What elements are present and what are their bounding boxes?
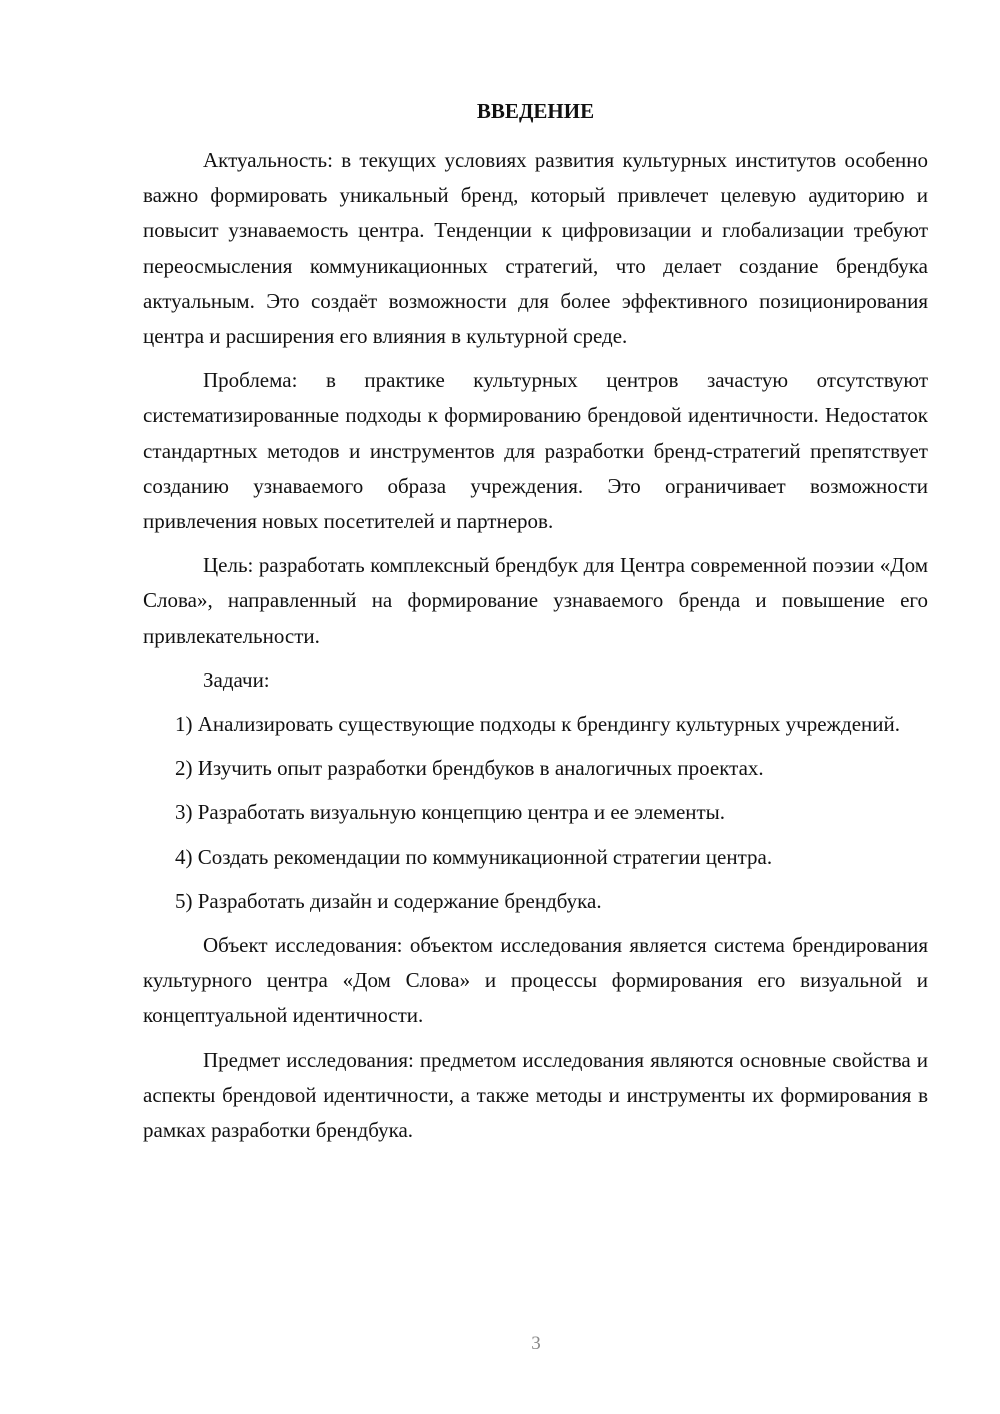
- task-item: 2) Изучить опыт разработки брендбуков в аналогичных проектах.: [175, 756, 764, 781]
- task-item: 3) Разработать визуальную концепцию центра и ее элементы.: [175, 800, 726, 825]
- page-number: 3: [531, 1333, 541, 1354]
- paragraph-goal: Цель: разработать комплексный брендбук для Центра современной поэзии «Дом Слова», направленный на формирование узнаваемого бренда и повышение его привлекательности.: [143, 553, 928, 648]
- paragraph-object: Объект исследования: объектом исследования является система брендирования культурного центра «Дом Слова» и процессы формирования его визуальной и концептуальной идентичности.: [143, 933, 928, 1028]
- task-item: 4) Создать рекомендации по коммуникационной стратегии центра.: [175, 844, 773, 869]
- document-body: [143, 143, 928, 1157]
- paragraph-subject: Предмет исследования: предметом исследования являются основные свойства и аспекты брендовой идентичности, а также методы и инструменты их формирования в рамках разработки брендбука.: [143, 1047, 928, 1143]
- page-title: ВВЕДЕНИЕ: [476, 99, 595, 123]
- paragraph-problem: Проблема: в практике культурных центров зачастую отсутствуют систематизированные подходы к формированию брендовой идентичности. Недостаток стандартных методов и инструментов для разработки бренд-стратегий препятствует созданию узнаваемого образа учреждения. Это ограничивает возможности привлечения новых посетителей и партнеров.: [143, 368, 928, 534]
- paragraph-relevance: Актуальность: в текущих условиях развития культурных институтов особенно важно формировать уникальный бренд, который привлечет целевую аудиторию и повысит узнаваемость центра. Тенденции к цифровизации и глобализации требуют переосмысления коммуникационных стратегий, что делает создание брендбука актуальным. Это создаёт возможности для более эффективного позиционирования центра и расширения его влияния в культурной среде.: [143, 148, 928, 349]
- task-item: 5) Разработать дизайн и содержание брендбука.: [175, 888, 602, 913]
- task-item: 1) Анализировать существующие подходы к брендингу культурных учреждений.: [175, 712, 901, 737]
- tasks-heading: Задачи:: [203, 667, 270, 692]
